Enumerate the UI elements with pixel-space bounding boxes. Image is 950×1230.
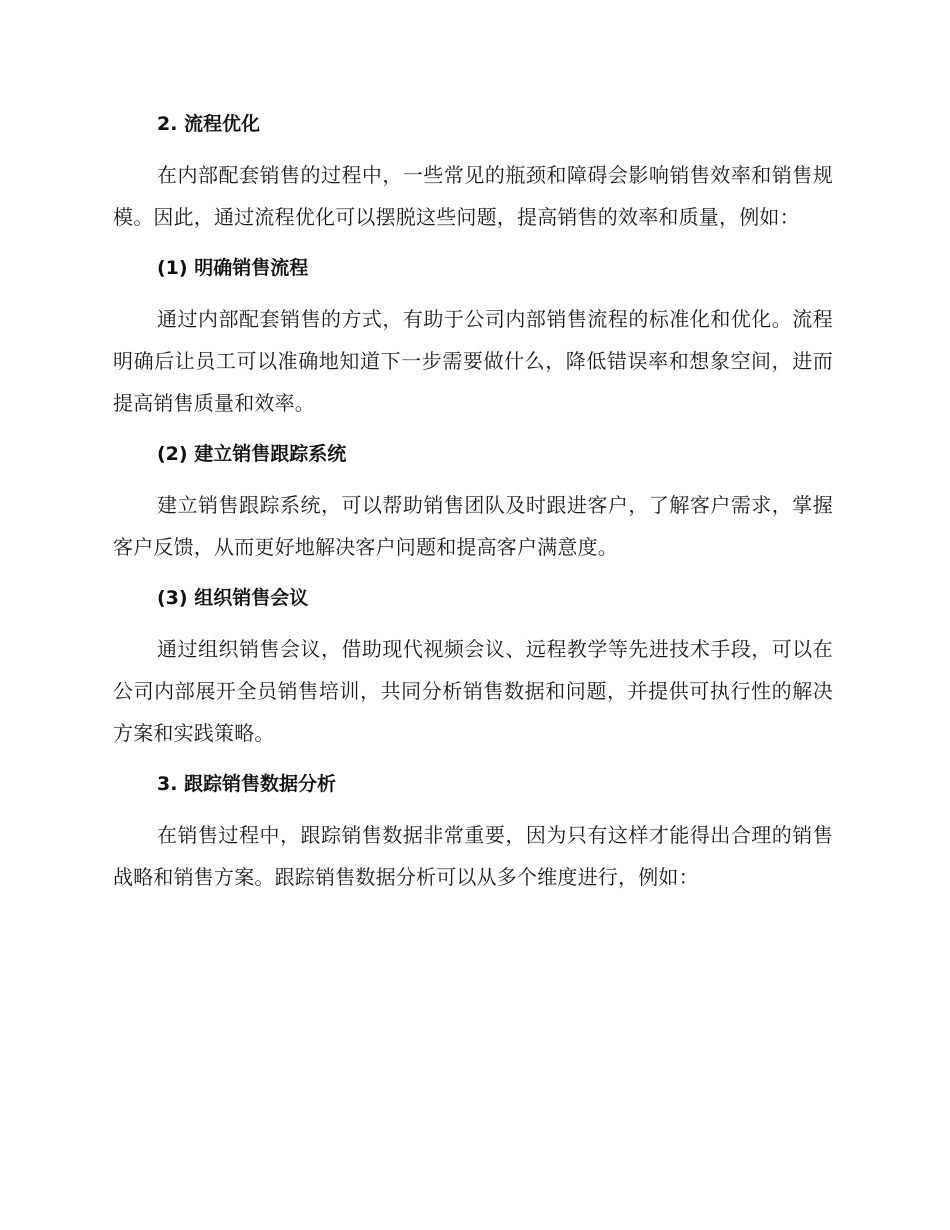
section-heading-process-optimization: 2. 流程优化 xyxy=(157,113,261,135)
document-page xyxy=(113,108,833,912)
section-heading-sales-meetings: (3) 组织销售会议 xyxy=(157,587,309,609)
section-heading-clarify-sales-process: (1) 明确销售流程 xyxy=(157,257,309,279)
section-body-process-optimization: 在内部配套销售的过程中，一些常见的瓶颈和障碍会影响销售效率和销售规模。因此，通过流程优化可以摆脱这些问题，提高销售的效率和质量，例如： xyxy=(113,163,833,229)
section-body-sales-data-analysis: 在销售过程中，跟踪销售数据非常重要，因为只有这样才能得出合理的销售战略和销售方案。跟踪销售数据分析可以从多个维度进行，例如： xyxy=(113,823,833,889)
section-heading-sales-tracking-system: (2) 建立销售跟踪系统 xyxy=(157,443,347,465)
section-body-sales-tracking-system: 建立销售跟踪系统，可以帮助销售团队及时跟进客户，了解客户需求，掌握客户反馈，从而更好地解决客户问题和提高客户满意度。 xyxy=(113,493,833,559)
section-body-clarify-sales-process: 通过内部配套销售的方式，有助于公司内部销售流程的标准化和优化。流程明确后让员工可以准确地知道下一步需要做什么，降低错误率和想象空间，进而提高销售质量和效率。 xyxy=(113,307,833,415)
section-heading-sales-data-analysis: 3. 跟踪销售数据分析 xyxy=(157,773,337,795)
section-body-sales-meetings: 通过组织销售会议，借助现代视频会议、远程教学等先进技术手段，可以在公司内部展开全员销售培训，共同分析销售数据和问题，并提供可执行性的解决方案和实践策略。 xyxy=(113,637,833,745)
